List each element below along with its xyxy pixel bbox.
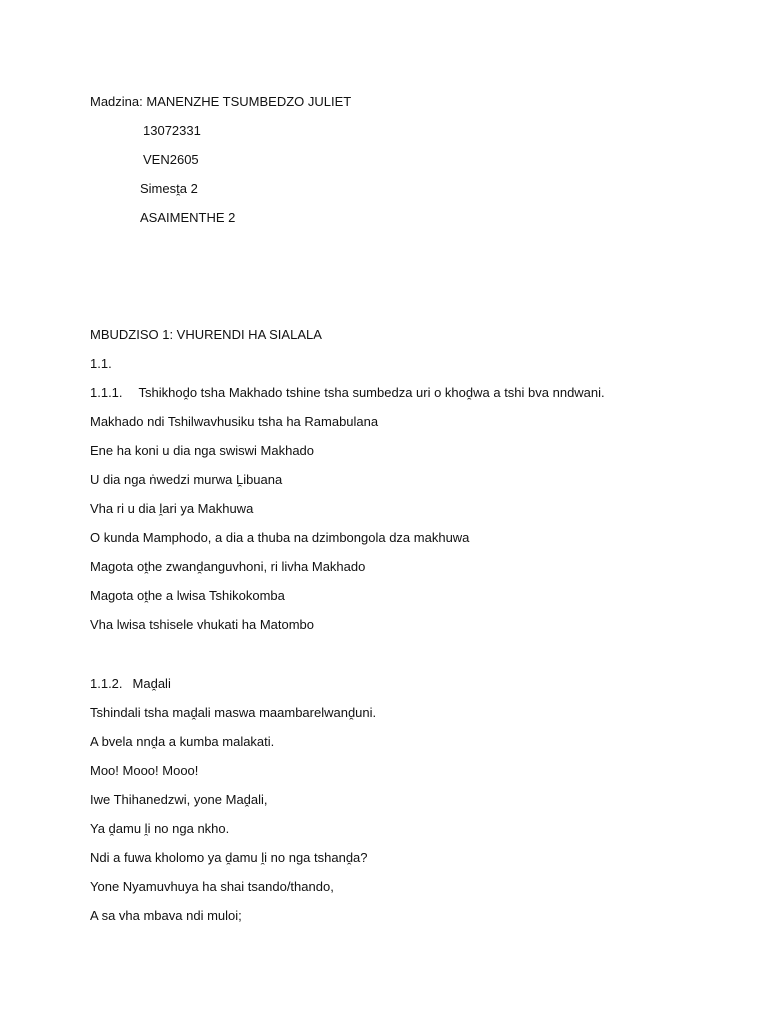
poem-line: A bvela nnḓa a kumba malakati. — [90, 734, 275, 749]
poem-line: Moo! Mooo! Mooo! — [90, 763, 199, 778]
subquestion-text: Tshikhoḓo tsha Makhado tshine tsha sumbedza uri o khoḓwa a tshi bva nndwani. — [138, 385, 605, 400]
student-name-line: Madzina: MANENZHE TSUMBEDZO JULIET — [90, 94, 352, 109]
semester: Simesṱa 2 — [140, 181, 198, 196]
poem-line: Vha lwisa tshisele vhukati ha Matombo — [90, 617, 315, 632]
poem-line: Ndi a fuwa kholomo ya ḓamu ḽi no nga tshanḓa? — [90, 850, 368, 865]
poem-line: Magota oṱhe a lwisa Tshikokomba — [90, 588, 285, 603]
section-heading: MBUDZISO 1: VHURENDI HA SIALALA — [90, 327, 322, 342]
question-number: 1.1. — [90, 356, 112, 371]
poem-line: Ya ḓamu ḽi no nga nkho. — [90, 821, 230, 836]
poem-line: Iwe Thihanedzwi, yone Maḓali, — [90, 792, 268, 807]
subquestion-number: 1.1.2. — [90, 676, 123, 691]
student-number: 13072331 — [143, 123, 201, 138]
module-code: VEN2605 — [143, 152, 199, 167]
poem-line: O kunda Mamphodo, a dia a thuba na dzimbongola dza makhuwa — [90, 530, 470, 545]
poem-line: Vha ri u dia ḽari ya Makhuwa — [90, 501, 254, 516]
poem-title: Maḓali — [132, 676, 171, 691]
poem-line: U dia nga ṅwedzi murwa Ḽibuana — [90, 472, 283, 487]
poem-line: Ene ha koni u dia nga swiswi Makhado — [90, 443, 315, 458]
subquestion-number: 1.1.1. — [90, 385, 123, 400]
assignment-title: ASAIMENTHE 2 — [140, 210, 236, 225]
subquestion-1-1-1 — [90, 385, 605, 401]
poem-line: Makhado ndi Tshilwavhusiku tsha ha Ramabulana — [90, 414, 379, 429]
subquestion-1-1-2 — [90, 676, 171, 692]
poem-line: A sa vha mbava ndi muloi; — [90, 908, 242, 923]
poem-line: Magota oṱhe zwanḓanguvhoni, ri livha Makhado — [90, 559, 366, 574]
poem-line: Yone Nyamuvhuya ha shai tsando/thando, — [90, 879, 334, 894]
poem-line: Tshindali tsha maḓali maswa maambarelwanḓuni. — [90, 705, 377, 720]
